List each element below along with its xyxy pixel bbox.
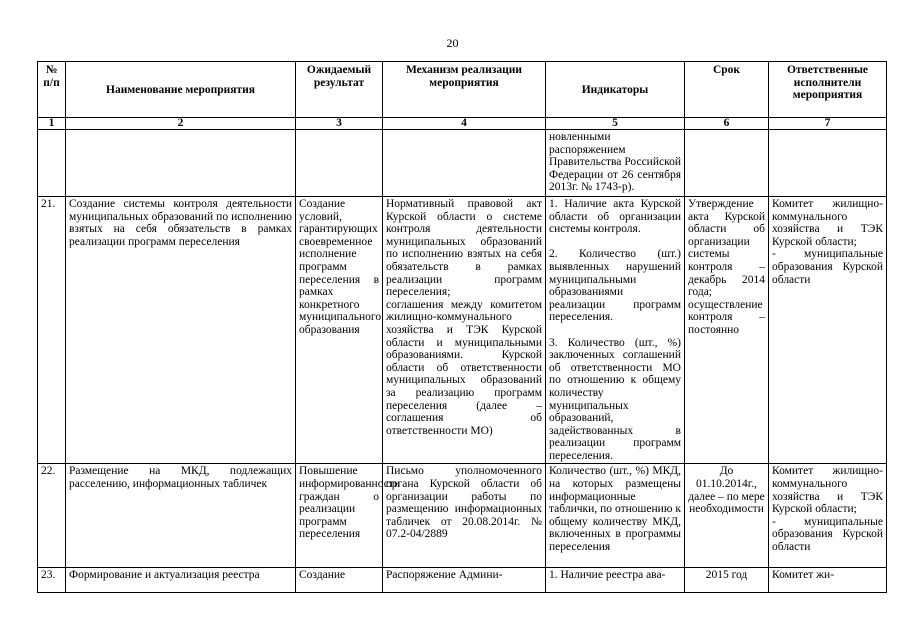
row-mechanism: Нормативный правовой акт Курской области о системе контроля деятельности муниципальных образований по исполнению взятых на себя обязательств в рамках реализации программ переселения; соглашения между комитетом жилищно-коммунального хозяйства и ТЭК Курской области и муниципальными образованиями. Курской области об ответственности муниципальных образований за реализацию программ переселения (далее – соглашения об ответственности МО) <box>383 197 546 464</box>
row-name: Формирование и актуализация реестра <box>66 568 296 593</box>
column-number: 6 <box>685 118 769 130</box>
table-header-row <box>38 62 887 118</box>
column-number: 2 <box>66 118 296 130</box>
row-indicators: 1. Наличие реестра ава- <box>546 568 685 593</box>
row-indicators: новленными распоряжением Правительства Российской Федерации от 26 сентября 2013г. № 1743-р). <box>546 130 685 197</box>
measures-table <box>37 61 887 593</box>
column-number: 1 <box>38 118 66 130</box>
row-term <box>685 130 769 197</box>
row-result: Создание <box>296 568 383 593</box>
table-row <box>38 568 887 593</box>
row-name: Создание системы контроля деятельности муниципальных образований по исполнению взятых на себя обязательств в рамках реализации программ переселения <box>66 197 296 464</box>
header-responsible: Ответственные исполнители мероприятия <box>769 62 887 118</box>
header-result: Ожидаемый результат <box>296 62 383 118</box>
row-responsible: Комитет жилищно-коммунального хозяйства и ТЭК Курской области; - муниципальные образования Курской области <box>769 464 887 568</box>
row-responsible: Комитет жи- <box>769 568 887 593</box>
row-mechanism: Распоряжение Админи- <box>383 568 546 593</box>
header-name: Наименование мероприятия <box>66 62 296 118</box>
row-responsible: Комитет жилищно-коммунального хозяйства и ТЭК Курской области; - муниципальные образования Курской области <box>769 197 887 464</box>
column-number: 5 <box>546 118 685 130</box>
row-term: Утверждение акта Курской области об организации системы контроля – декабрь 2014 года; осуществление контроля – постоянно <box>685 197 769 464</box>
row-indicators: 1. Наличие акта Курской области об организации системы контроля. 2. Количество (шт.) выявленных нарушений муниципальными образованиями реализации программ переселения. 3. Количество (шт., %) заключенных соглашений об ответственности МО по отношению к общему количеству муниципальных образований, задействованных в реализации программ переселения. <box>546 197 685 464</box>
row-result <box>296 130 383 197</box>
header-mechanism: Механизм реализации мероприятия <box>383 62 546 118</box>
row-mechanism <box>383 130 546 197</box>
row-term: До 01.10.2014г., далее – по мере необходимости <box>685 464 769 568</box>
row-mechanism: Письмо уполномоченного органа Курской области об организации работы по размещению информационных табличек от 20.08.2014г. № 07.2-04/2889 <box>383 464 546 568</box>
column-numbers-row <box>38 118 887 130</box>
row-result: Создание условий, гарантирующих своевременное исполнение программ переселения в рамках конкретного муниципального образования <box>296 197 383 464</box>
table-row <box>38 130 887 197</box>
row-number: 21. <box>38 197 66 464</box>
column-number: 7 <box>769 118 887 130</box>
row-number <box>38 130 66 197</box>
row-name: Размещение на МКД, подлежащих расселению, информационных табличек <box>66 464 296 568</box>
row-number: 23. <box>38 568 66 593</box>
header-term: Срок <box>685 62 769 118</box>
page-number: 20 <box>446 36 459 50</box>
row-term: 2015 год <box>685 568 769 593</box>
row-number: 22. <box>38 464 66 568</box>
table-row <box>38 197 887 464</box>
row-indicators: Количество (шт., %) МКД, на которых размещены информационные таблички, по отношению к общему количеству МКД, включенных в программы переселения <box>546 464 685 568</box>
row-result: Повышение информированности граждан о реализации программ переселения <box>296 464 383 568</box>
row-name <box>66 130 296 197</box>
column-number: 4 <box>383 118 546 130</box>
row-responsible <box>769 130 887 197</box>
header-number: № п/п <box>38 62 66 118</box>
header-indicators: Индикаторы <box>546 62 685 118</box>
table-row <box>38 464 887 568</box>
column-number: 3 <box>296 118 383 130</box>
